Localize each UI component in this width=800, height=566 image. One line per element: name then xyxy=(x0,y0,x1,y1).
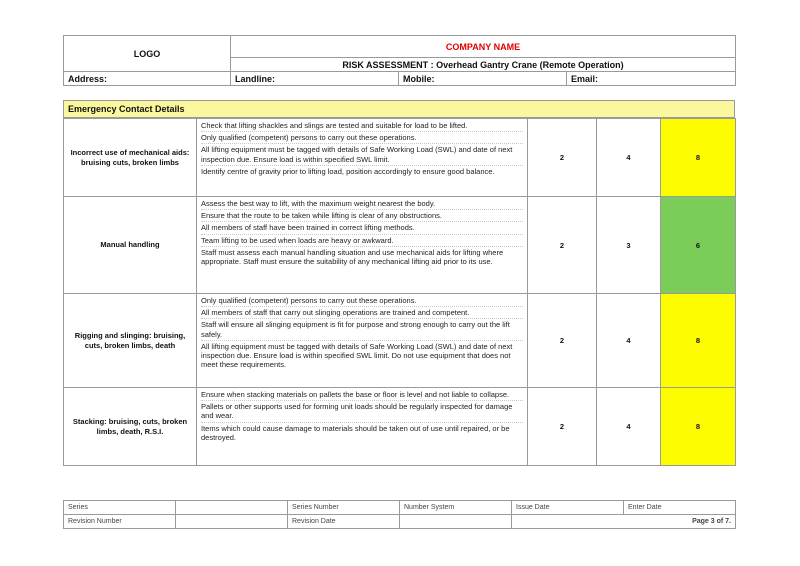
series-number-label: Series Number xyxy=(288,501,400,515)
control-measure: Pallets or other supports used for forming unit loads should be regularly inspected for damage and wear. xyxy=(201,402,523,422)
severity-cell: 4 xyxy=(597,119,661,197)
email-label: Email: xyxy=(567,72,736,86)
hazard-cell: Manual handling xyxy=(64,197,197,294)
revision-date-value xyxy=(400,515,512,529)
emergency-contact-bar: Emergency Contact Details xyxy=(63,100,735,118)
control-measure: Only qualified (competent) persons to carry out these operations. xyxy=(201,133,523,144)
company-name: COMPANY NAME xyxy=(231,36,736,58)
controls-cell xyxy=(197,388,528,466)
controls-cell xyxy=(197,294,528,388)
likelihood-cell: 2 xyxy=(528,119,597,197)
severity-cell: 3 xyxy=(597,197,661,294)
control-measure: Ensure that the route to be taken while lifting is clear of any obstructions. xyxy=(201,211,523,222)
document-header xyxy=(63,35,735,86)
control-measure: All lifting equipment must be tagged with details of Safe Working Load (SWL) and date of next inspection due. Ensure load is within specified SWL limit. xyxy=(201,145,523,165)
likelihood-cell: 2 xyxy=(528,197,597,294)
document-footer xyxy=(63,500,735,529)
control-measure: Assess the best way to lift, with the maximum weight nearest the body. xyxy=(201,199,523,210)
landline-label: Landline: xyxy=(231,72,399,86)
risk-rating-cell: 8 xyxy=(661,294,736,388)
risk-row xyxy=(64,294,736,388)
risk-row xyxy=(64,388,736,466)
address-label: Address: xyxy=(64,72,231,86)
revision-number-value xyxy=(176,515,288,529)
control-measure: Team lifting to be used when loads are heavy or awkward. xyxy=(201,236,523,247)
control-measure: Check that lifting shackles and slings are tested and suitable for load to be lifted. xyxy=(201,121,523,132)
series-label: Series xyxy=(64,501,176,515)
controls-cell xyxy=(197,119,528,197)
revision-number-label: Revision Number xyxy=(64,515,176,529)
risk-row xyxy=(64,119,736,197)
control-measure: Ensure when stacking materials on pallets the base or floor is level and not liable to collapse. xyxy=(201,390,523,401)
hazard-cell: Stacking: bruising, cuts, broken limbs, death, R.S.I. xyxy=(64,388,197,466)
series-value xyxy=(176,501,288,515)
risk-rating-cell: 8 xyxy=(661,119,736,197)
page-number: Page 3 of 7. xyxy=(512,515,736,529)
controls-cell xyxy=(197,197,528,294)
enter-date: Enter Date xyxy=(624,501,736,515)
risk-rating-cell: 6 xyxy=(661,197,736,294)
control-measure: Staff must assess each manual handling situation and use mechanical aids for lifting where appropriate. Staff must ensure the suitability of any mechanical lifting aid prior to its use. xyxy=(201,247,504,267)
control-measure: Identify centre of gravity prior to lifting load, position accordingly to ensure good balance. xyxy=(201,166,495,176)
logo: LOGO xyxy=(64,36,231,72)
control-measure: Items which could cause damage to materials should be taken out of use until repaired, or be destroyed. xyxy=(201,423,510,442)
number-system: Number System xyxy=(400,501,512,515)
control-measure: All members of staff that carry out slinging operations are trained and competent. xyxy=(201,308,523,319)
severity-cell: 4 xyxy=(597,388,661,466)
severity-cell: 4 xyxy=(597,294,661,388)
mobile-label: Mobile: xyxy=(399,72,567,86)
control-measure: All lifting equipment must be tagged with details of Safe Working Load (SWL) and date of next inspection due. Ensure load is within specified SWL limit. Do not use equipment that does not meet these requirements. xyxy=(201,341,513,370)
control-measure: Only qualified (competent) persons to carry out these operations. xyxy=(201,296,523,307)
risk-row xyxy=(64,197,736,294)
revision-date-label: Revision Date xyxy=(288,515,400,529)
hazard-cell: Incorrect use of mechanical aids: bruising cuts, broken limbs xyxy=(64,119,197,197)
control-measure: Staff will ensure all slinging equipment is fit for purpose and strong enough to carry out the lift safely. xyxy=(201,320,523,340)
document-title: RISK ASSESSMENT : Overhead Gantry Crane (Remote Operation) xyxy=(231,58,736,72)
issue-date-label: Issue Date xyxy=(512,501,624,515)
likelihood-cell: 2 xyxy=(528,294,597,388)
hazard-cell: Rigging and slinging: bruising, cuts, broken limbs, death xyxy=(64,294,197,388)
control-measure: All members of staff have been trained in correct lifting methods. xyxy=(201,223,523,234)
risk-table xyxy=(63,118,735,466)
risk-rating-cell: 8 xyxy=(661,388,736,466)
likelihood-cell: 2 xyxy=(528,388,597,466)
